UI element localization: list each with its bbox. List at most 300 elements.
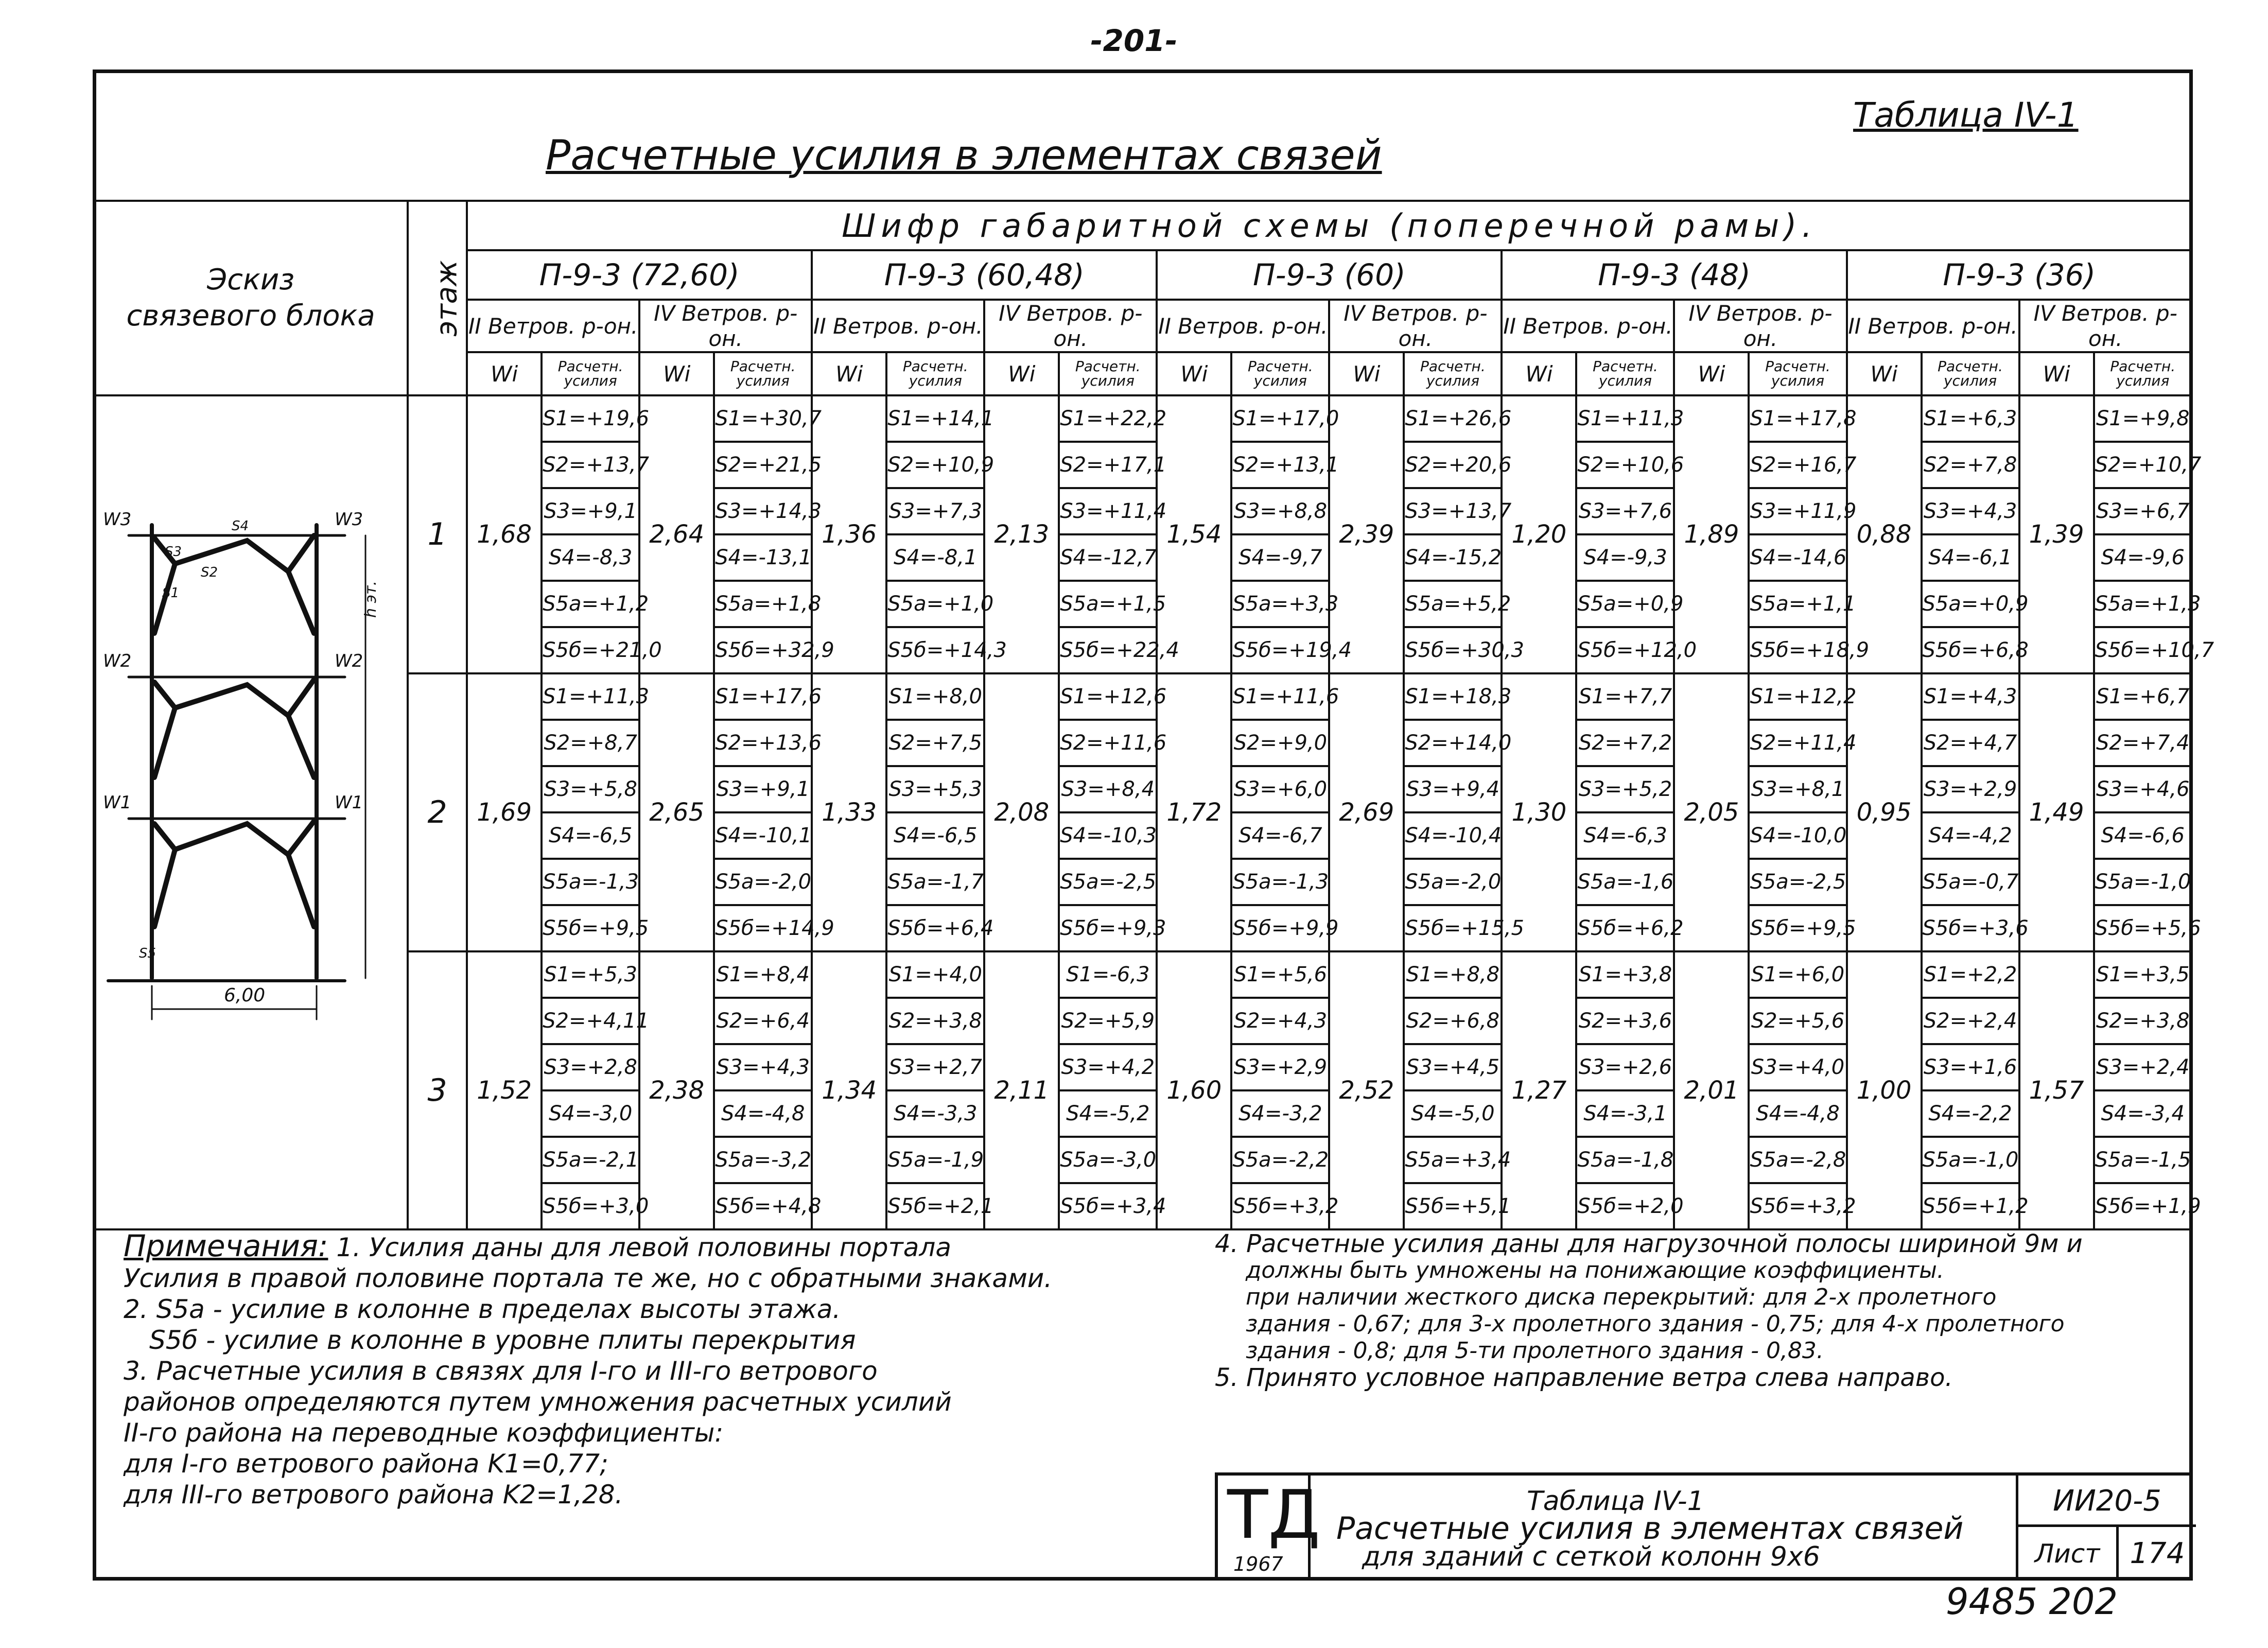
- wi-cell: 2,64: [639, 395, 714, 673]
- w1-left-label: W1: [103, 792, 132, 813]
- force-cell: S5б=+9,3: [1059, 905, 1157, 951]
- force-cell: S2=+4,7: [1922, 720, 2019, 766]
- forces-header-line: Расчетн.: [1420, 358, 1486, 375]
- w1-right-label: W1: [335, 792, 363, 813]
- note-4c: при наличии жесткого диска перекрытий: для 2-х пролетного: [1246, 1284, 1997, 1310]
- note-3c: II-го района на переводные коэффициенты:: [124, 1418, 724, 1448]
- wi-header: Wi: [639, 352, 714, 395]
- force-cell: S1=+9,8: [2094, 395, 2192, 442]
- force-cell: S5б=+3,0: [542, 1183, 639, 1229]
- force-cell: S5б=+14,9: [714, 905, 812, 951]
- wi-cell: 2,38: [639, 951, 714, 1229]
- wi-cell: 1,27: [1502, 951, 1576, 1229]
- force-cell: S3=+11,4: [1059, 488, 1157, 534]
- logo-year: 1967: [1233, 1553, 1283, 1575]
- force-cell: S4=-10,1: [714, 812, 812, 859]
- sketch-header-line2: связевого блока: [126, 299, 375, 333]
- force-cell: S4=-3,0: [542, 1090, 639, 1137]
- force-cell: S1=+4,3: [1922, 673, 2019, 720]
- wi-cell: 2,52: [1329, 951, 1404, 1229]
- force-cell: S2=+4,3: [1231, 998, 1329, 1044]
- wi-header: Wi: [1157, 352, 1231, 395]
- wi-cell: 1,72: [1157, 673, 1231, 951]
- force-cell: S1=+8,0: [886, 673, 984, 720]
- s1-label: S1: [162, 585, 180, 601]
- force-cell: S2=+9,0: [1231, 720, 1329, 766]
- s5-label: S5: [139, 946, 156, 961]
- force-cell: S5б=+3,2: [1749, 1183, 1846, 1229]
- force-cell: S5а=-2,8: [1749, 1137, 1846, 1183]
- force-cell: S5б=+32,9: [714, 627, 812, 673]
- force-cell: S4=-6,6: [2094, 812, 2192, 859]
- force-cell: S1=+14,1: [886, 395, 984, 442]
- force-cell: S4=-4,2: [1922, 812, 2019, 859]
- wind-region-header: II Ветров. р-он.: [1847, 300, 2019, 352]
- force-cell: S2=+20,6: [1404, 442, 1502, 488]
- force-cell: S4=-9,6: [2094, 534, 2192, 581]
- note-4e: здания - 0,8; для 5-ти пролетного здания - 0,83.: [1246, 1338, 1824, 1364]
- w2-left-label: W2: [103, 651, 132, 671]
- wi-cell: 1,69: [467, 673, 542, 951]
- scheme-header: П-9-3 (72,60): [467, 250, 812, 300]
- force-cell: S1=+18,3: [1404, 673, 1502, 720]
- s3-label: S3: [165, 544, 182, 560]
- scheme-header: П-9-3 (48): [1502, 250, 1846, 300]
- force-cell: S1=+3,8: [1576, 951, 1674, 998]
- note-3e: для III-го ветрового района K2=1,28.: [124, 1480, 623, 1510]
- organization-logo: [1218, 1476, 1320, 1581]
- force-cell: S1=+19,6: [542, 395, 639, 442]
- force-cell: S5б=+9,5: [542, 905, 639, 951]
- force-cell: S1=+5,3: [542, 951, 639, 998]
- table-reference: Таблица IV-1: [1853, 95, 2079, 135]
- wi-cell: 2,65: [639, 673, 714, 951]
- force-cell: S5б=+10,7: [2094, 627, 2192, 673]
- force-cell: S4=-6,5: [886, 812, 984, 859]
- force-cell: S5а=-0,7: [1922, 859, 2019, 905]
- force-cell: S4=-3,1: [1576, 1090, 1674, 1137]
- force-cell: S1=+7,7: [1576, 673, 1674, 720]
- wind-region-header: II Ветров. р-он.: [812, 300, 984, 352]
- stamp-table-ref: Таблица IV-1: [1527, 1486, 1704, 1517]
- forces-header-line: Расчетн.: [1765, 358, 1830, 375]
- forces-header: [1922, 352, 2019, 395]
- note-4a: 4. Расчетные усилия даны для нагрузочной полосы шириной 9м и: [1215, 1229, 2083, 1258]
- force-cell: S5б=+21,0: [542, 627, 639, 673]
- force-cell: S5а=-1,7: [886, 859, 984, 905]
- note-1: 1. Усилия даны для левой половины портала: [336, 1233, 951, 1262]
- force-cell: S5а=-1,0: [1922, 1137, 2019, 1183]
- forces-header: [1749, 352, 1846, 395]
- brace-floor-2: [154, 685, 314, 777]
- force-cell: S5а=-2,0: [714, 859, 812, 905]
- note-3b: районов определяются путем умножения расчетных усилий: [124, 1387, 952, 1417]
- force-cell: S1=+26,6: [1404, 395, 1502, 442]
- force-cell: S2=+3,8: [2094, 998, 2192, 1044]
- force-cell: S5а=-2,1: [542, 1137, 639, 1183]
- force-cell: S3=+4,2: [1059, 1044, 1157, 1090]
- forces-header-line: усилия: [1598, 372, 1652, 389]
- note-5: 5. Принято условное направление ветра слева направо.: [1215, 1363, 1953, 1392]
- force-cell: S2=+6,8: [1404, 998, 1502, 1044]
- forces-table: [93, 200, 2214, 1230]
- wi-cell: 1,68: [467, 395, 542, 673]
- force-cell: S5а=-1,0: [2094, 859, 2192, 905]
- force-cell: S3=+9,4: [1404, 766, 1502, 812]
- forces-header-line: усилия: [2116, 372, 2170, 389]
- wi-header: Wi: [1502, 352, 1576, 395]
- force-cell: S1=+17,8: [1749, 395, 1846, 442]
- force-cell: S5б=+3,4: [1059, 1183, 1157, 1229]
- forces-header-line: усилия: [1081, 372, 1135, 389]
- floor-cell: 2: [408, 673, 467, 951]
- wind-region-header: IV Ветров. р-он.: [1674, 300, 1846, 352]
- forces-header-line: Расчетн.: [2110, 358, 2176, 375]
- force-cell: S4=-14,6: [1749, 534, 1846, 581]
- force-cell: S3=+2,6: [1576, 1044, 1674, 1090]
- title-block: [1215, 1472, 2193, 1581]
- force-cell: S1=+17,6: [714, 673, 812, 720]
- force-cell: S3=+7,6: [1576, 488, 1674, 534]
- wi-cell: 1,00: [1847, 951, 1922, 1229]
- note-4b: должны быть умножены на понижающие коэффициенты.: [1246, 1257, 1944, 1283]
- force-cell: S2=+8,7: [542, 720, 639, 766]
- force-cell: S1=+30,7: [714, 395, 812, 442]
- brace-floor-1: [154, 824, 314, 927]
- force-cell: S3=+8,4: [1059, 766, 1157, 812]
- forces-header-line: усилия: [736, 372, 790, 389]
- forces-header-line: усилия: [909, 372, 962, 389]
- wind-region-header: IV Ветров. р-он.: [984, 300, 1157, 352]
- wi-header: Wi: [2019, 352, 2094, 395]
- force-cell: S4=-6,1: [1922, 534, 2019, 581]
- force-cell: S4=-10,0: [1749, 812, 1846, 859]
- height-label: h эт.: [362, 580, 380, 618]
- force-cell: S1=+8,8: [1404, 951, 1502, 998]
- force-cell: S3=+2,7: [886, 1044, 984, 1090]
- force-cell: S5а=+1,0: [886, 581, 984, 627]
- wi-cell: 0,88: [1847, 395, 1922, 673]
- force-cell: S3=+4,3: [1922, 488, 2019, 534]
- s4-label: S4: [232, 518, 249, 534]
- wind-region-header: IV Ветров. р-он.: [639, 300, 812, 352]
- force-cell: S3=+2,4: [2094, 1044, 2192, 1090]
- force-cell: S5б=+1,9: [2094, 1183, 2192, 1229]
- forces-header-line: усилия: [1253, 372, 1307, 389]
- force-cell: S2=+13,7: [542, 442, 639, 488]
- force-cell: S3=+4,6: [2094, 766, 2192, 812]
- force-cell: S1=+12,2: [1749, 673, 1846, 720]
- note-1b: Усилия в правой половине портала те же, но с обратными знаками.: [124, 1263, 1053, 1293]
- bracing-block-sketch: [98, 381, 407, 1061]
- force-cell: S5а=+1,3: [2094, 581, 2192, 627]
- force-cell: S5б=+1,2: [1922, 1183, 2019, 1229]
- wi-cell: 2,08: [984, 673, 1059, 951]
- force-cell: S5б=+18,9: [1749, 627, 1846, 673]
- wi-header: Wi: [1847, 352, 1922, 395]
- force-cell: S5а=+3,3: [1231, 581, 1329, 627]
- wi-cell: 0,95: [1847, 673, 1922, 951]
- wind-region-header: IV Ветров. р-он.: [1329, 300, 1502, 352]
- wind-region-header: II Ветров. р-он.: [1502, 300, 1674, 352]
- force-cell: S2=+7,4: [2094, 720, 2192, 766]
- s2-label: S2: [201, 565, 218, 580]
- force-cell: S3=+9,1: [714, 766, 812, 812]
- wi-cell: 1,89: [1674, 395, 1749, 673]
- force-cell: S5а=+1,8: [714, 581, 812, 627]
- stamp-title: Расчетные усилия в элементах связей: [1336, 1511, 1964, 1547]
- force-cell: S5а=-2,5: [1059, 859, 1157, 905]
- force-cell: S5б=+12,0: [1576, 627, 1674, 673]
- force-cell: S2=+13,6: [714, 720, 812, 766]
- force-cell: S5б=+14,3: [886, 627, 984, 673]
- note-2b: S5б - усилие в колонне в уровне плиты перекрытия: [149, 1325, 856, 1355]
- force-cell: S2=+21,5: [714, 442, 812, 488]
- forces-header-line: Расчетн.: [902, 358, 968, 375]
- force-cell: S5а=-3,0: [1059, 1137, 1157, 1183]
- table-row: [94, 951, 2192, 998]
- page-title: Расчетные усилия в элементах связей: [546, 131, 1382, 179]
- wi-cell: 1,49: [2019, 673, 2094, 951]
- inventory-number: 9485 202: [1946, 1581, 2118, 1623]
- wi-cell: 1,39: [2019, 395, 2094, 673]
- sheet-label: Лист: [2016, 1527, 2119, 1581]
- force-cell: S5а=-2,5: [1749, 859, 1846, 905]
- floor-cell: 3: [408, 951, 467, 1229]
- logo-mark: ТД: [1227, 1476, 1320, 1554]
- force-cell: S5б=+9,5: [1749, 905, 1846, 951]
- wi-cell: 1,30: [1502, 673, 1576, 951]
- force-cell: S1=+12,6: [1059, 673, 1157, 720]
- force-cell: S3=+13,7: [1404, 488, 1502, 534]
- force-cell: S1=+8,4: [714, 951, 812, 998]
- force-cell: S5а=-3,2: [714, 1137, 812, 1183]
- notes-right: [1215, 1230, 2141, 1391]
- force-cell: S4=-3,4: [2094, 1090, 2192, 1137]
- force-cell: S1=+6,7: [2094, 673, 2192, 720]
- wi-cell: 2,13: [984, 395, 1059, 673]
- force-cell: S5б=+5,1: [1404, 1183, 1502, 1229]
- forces-header-line: усилия: [564, 372, 617, 389]
- notes-left: [124, 1230, 1102, 1510]
- force-cell: S3=+6,7: [2094, 488, 2192, 534]
- wi-cell: 2,01: [1674, 951, 1749, 1229]
- forces-header-line: усилия: [1771, 372, 1825, 389]
- force-cell: S5а=-1,3: [542, 859, 639, 905]
- force-cell: S3=+14,3: [714, 488, 812, 534]
- force-cell: S5а=+1,1: [1749, 581, 1846, 627]
- force-cell: S2=+7,2: [1576, 720, 1674, 766]
- force-cell: S3=+11,9: [1749, 488, 1846, 534]
- forces-header-line: Расчетн.: [1247, 358, 1313, 375]
- wi-cell: 1,36: [812, 395, 886, 673]
- stamp-subtitle: для зданий с сеткой колонн 9x6: [1362, 1541, 1820, 1572]
- sheet-number: 174: [2130, 1537, 2185, 1570]
- force-cell: S3=+2,9: [1922, 766, 2019, 812]
- scheme-header: П-9-3 (60,48): [812, 250, 1157, 300]
- force-cell: S4=-13,1: [714, 534, 812, 581]
- force-cell: S4=-5,0: [1404, 1090, 1502, 1137]
- force-cell: S5а=+1,2: [542, 581, 639, 627]
- wi-header: Wi: [1329, 352, 1404, 395]
- force-cell: S2=+11,6: [1059, 720, 1157, 766]
- force-cell: S2=+4,11: [542, 998, 639, 1044]
- force-cell: S1=+4,0: [886, 951, 984, 998]
- force-cell: S4=-12,7: [1059, 534, 1157, 581]
- forces-header-line: усилия: [1943, 372, 1997, 389]
- force-cell: S5б=+30,3: [1404, 627, 1502, 673]
- note-3d: для I-го ветрового района K1=0,77;: [124, 1449, 608, 1479]
- force-cell: S2=+13,1: [1231, 442, 1329, 488]
- force-cell: S2=+11,4: [1749, 720, 1846, 766]
- series-code: ИИ20-5: [2016, 1476, 2196, 1527]
- table-row: [94, 673, 2192, 720]
- force-cell: S4=-6,5: [542, 812, 639, 859]
- force-cell: S1=+2,2: [1922, 951, 2019, 998]
- force-cell: S5б=+6,4: [886, 905, 984, 951]
- force-cell: S5а=-2,0: [1404, 859, 1502, 905]
- force-cell: S1=-6,3: [1059, 951, 1157, 998]
- forces-header: [542, 352, 639, 395]
- force-cell: S4=-15,2: [1404, 534, 1502, 581]
- force-cell: S4=-10,3: [1059, 812, 1157, 859]
- wi-cell: 1,54: [1157, 395, 1231, 673]
- force-cell: S4=-9,7: [1231, 534, 1329, 581]
- force-cell: S4=-4,8: [714, 1090, 812, 1137]
- force-cell: S4=-5,2: [1059, 1090, 1157, 1137]
- force-cell: S3=+5,8: [542, 766, 639, 812]
- force-cell: S3=+7,3: [886, 488, 984, 534]
- force-cell: S1=+22,2: [1059, 395, 1157, 442]
- force-cell: S3=+4,3: [714, 1044, 812, 1090]
- force-cell: S4=-6,3: [1576, 812, 1674, 859]
- force-cell: S2=+5,6: [1749, 998, 1846, 1044]
- force-cell: S5а=-1,8: [1576, 1137, 1674, 1183]
- force-cell: S5б=+2,1: [886, 1183, 984, 1229]
- force-cell: S5б=+6,8: [1922, 627, 2019, 673]
- force-cell: S5б=+3,6: [1922, 905, 2019, 951]
- sketch-header: [94, 201, 408, 395]
- force-cell: S5б=+22,4: [1059, 627, 1157, 673]
- force-cell: S2=+17,1: [1059, 442, 1157, 488]
- force-cell: S5а=-2,2: [1231, 1137, 1329, 1183]
- forces-header-line: Расчетн.: [1593, 358, 1658, 375]
- force-cell: S2=+6,4: [714, 998, 812, 1044]
- wi-cell: 2,39: [1329, 395, 1404, 673]
- wi-cell: 1,60: [1157, 951, 1231, 1229]
- wi-cell: 1,20: [1502, 395, 1576, 673]
- force-cell: S5б=+2,0: [1576, 1183, 1674, 1229]
- force-cell: S4=-10,4: [1404, 812, 1502, 859]
- wi-cell: 1,33: [812, 673, 886, 951]
- wind-region-header: II Ветров. р-он.: [1157, 300, 1329, 352]
- force-cell: S5б=+3,2: [1231, 1183, 1329, 1229]
- scheme-header: П-9-3 (36): [1847, 250, 2192, 300]
- force-cell: S2=+16,7: [1749, 442, 1846, 488]
- w3-right-label: W3: [335, 509, 363, 530]
- force-cell: S4=-8,1: [886, 534, 984, 581]
- force-cell: S4=-2,2: [1922, 1090, 2019, 1137]
- force-cell: S1=+3,5: [2094, 951, 2192, 998]
- floor-cell: 1: [408, 395, 467, 673]
- force-cell: S2=+10,9: [886, 442, 984, 488]
- force-cell: S2=+7,5: [886, 720, 984, 766]
- force-cell: S5а=+3,4: [1404, 1137, 1502, 1183]
- force-cell: S5б=+4,8: [714, 1183, 812, 1229]
- note-3a: 3. Расчетные усилия в связях для I-го и III-го ветрового: [124, 1356, 878, 1386]
- force-cell: S1=+5,6: [1231, 951, 1329, 998]
- force-cell: S3=+6,0: [1231, 766, 1329, 812]
- force-cell: S2=+7,8: [1922, 442, 2019, 488]
- sketch-header-line1: Эскиз: [207, 263, 294, 297]
- scheme-header: П-9-3 (60): [1157, 250, 1502, 300]
- force-cell: S5б=+9,9: [1231, 905, 1329, 951]
- force-cell: S2=+3,6: [1576, 998, 1674, 1044]
- force-cell: S5а=-1,9: [886, 1137, 984, 1183]
- note-2a: 2. S5а - усилие в колонне в пределах высоты этажа.: [124, 1294, 841, 1324]
- wi-cell: 1,34: [812, 951, 886, 1229]
- forces-header-line: усилия: [1426, 372, 1479, 389]
- force-cell: S5а=+0,9: [1576, 581, 1674, 627]
- force-cell: S3=+5,3: [886, 766, 984, 812]
- force-cell: S4=-6,7: [1231, 812, 1329, 859]
- note-4d: здания - 0,67; для 3-х пролетного здания - 0,75; для 4-х пролетного: [1246, 1311, 2065, 1337]
- table-row: [94, 395, 2192, 442]
- wind-region-header: II Ветров. р-он.: [467, 300, 639, 352]
- wi-cell: 2,11: [984, 951, 1059, 1229]
- wind-region-header: IV Ветров. р-он.: [2019, 300, 2192, 352]
- force-cell: S3=+9,1: [542, 488, 639, 534]
- force-cell: S2=+10,7: [2094, 442, 2192, 488]
- force-cell: S1=+11,6: [1231, 673, 1329, 720]
- wi-cell: 2,05: [1674, 673, 1749, 951]
- force-cell: S5а=+5,2: [1404, 581, 1502, 627]
- page-number: -201-: [1090, 23, 1178, 58]
- force-cell: S3=+5,2: [1576, 766, 1674, 812]
- force-cell: S5а=+1,5: [1059, 581, 1157, 627]
- cipher-header: Шифр габаритной схемы (поперечной рамы).: [467, 201, 2192, 250]
- force-cell: S1=+11,3: [542, 673, 639, 720]
- forces-header-line: Расчетн.: [557, 358, 623, 375]
- force-cell: S5б=+15,5: [1404, 905, 1502, 951]
- force-cell: S3=+8,1: [1749, 766, 1846, 812]
- forces-header: [886, 352, 984, 395]
- force-cell: S1=+17,0: [1231, 395, 1329, 442]
- forces-header: [1404, 352, 1502, 395]
- wi-header: Wi: [1674, 352, 1749, 395]
- force-cell: S2=+5,9: [1059, 998, 1157, 1044]
- force-cell: S5б=+5,6: [2094, 905, 2192, 951]
- w3-left-label: W3: [103, 509, 132, 530]
- forces-header-line: Расчетн.: [730, 358, 796, 375]
- force-cell: S1=+6,0: [1749, 951, 1846, 998]
- wi-header: Wi: [984, 352, 1059, 395]
- forces-header: [2094, 352, 2192, 395]
- force-cell: S1=+11,3: [1576, 395, 1674, 442]
- wi-header: Wi: [467, 352, 542, 395]
- force-cell: S5а=+0,9: [1922, 581, 2019, 627]
- force-cell: S1=+6,3: [1922, 395, 2019, 442]
- force-cell: S3=+2,9: [1231, 1044, 1329, 1090]
- force-cell: S4=-8,3: [542, 534, 639, 581]
- forces-header: [1576, 352, 1674, 395]
- floor-header: [408, 201, 467, 395]
- forces-header: [1231, 352, 1329, 395]
- force-cell: S2=+3,8: [886, 998, 984, 1044]
- span-label: 6,00: [224, 985, 266, 1006]
- w2-right-label: W2: [335, 651, 363, 671]
- force-cell: S3=+2,8: [542, 1044, 639, 1090]
